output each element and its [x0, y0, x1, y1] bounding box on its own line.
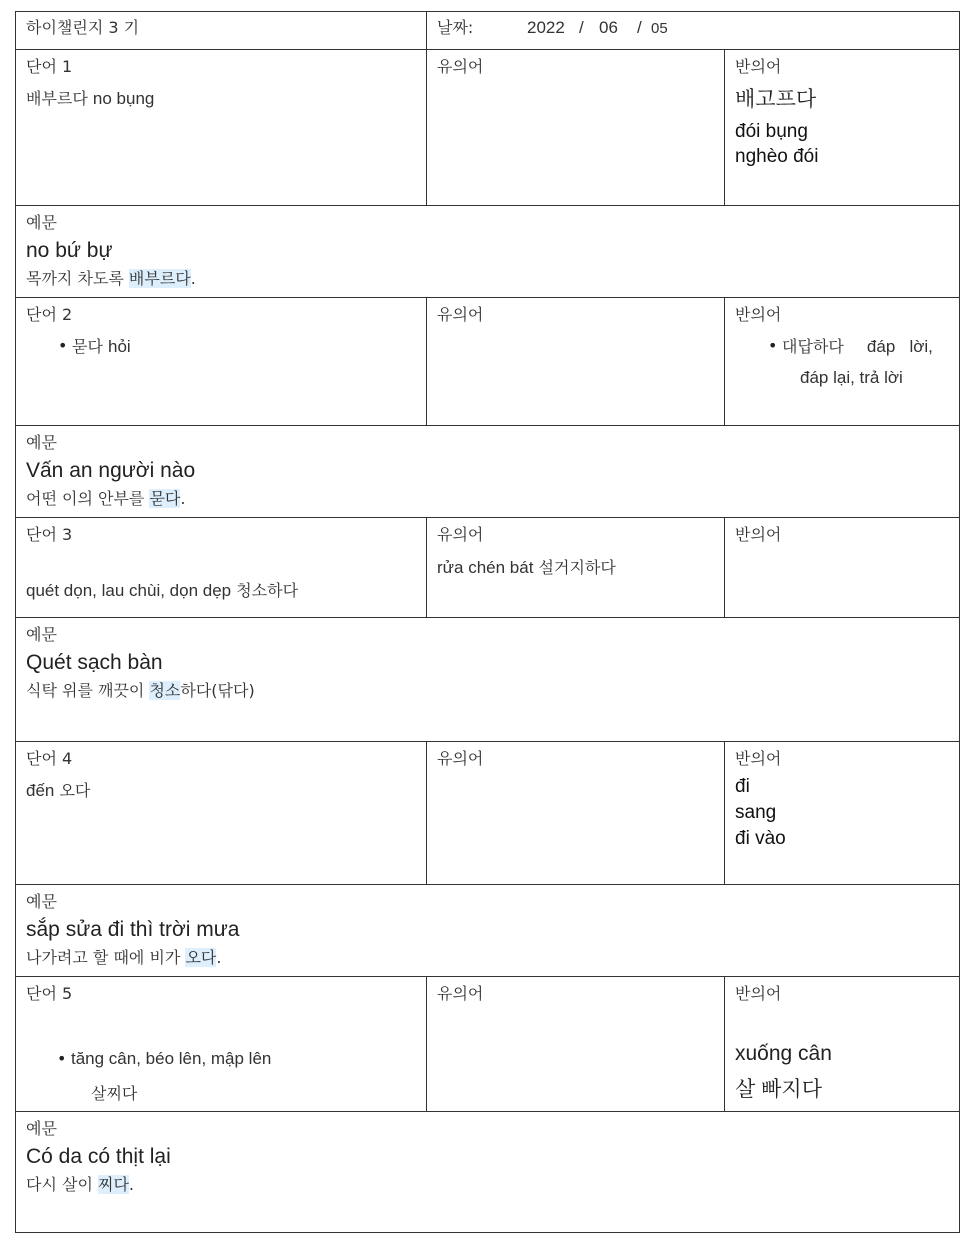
synonym-label: 유의어: [437, 984, 484, 1003]
word-vietnamese: hỏi: [108, 337, 131, 356]
antonym-label: 반의어: [735, 525, 782, 544]
example-row-5: [16, 1111, 959, 1233]
antonym-cell: [724, 518, 959, 617]
example-row-1: [16, 205, 959, 297]
highlighted-word: 찌다: [98, 1175, 129, 1194]
antonym-korean: 살 빠지다: [735, 1078, 822, 1101]
worksheet-title: 하이챌린지 3 기: [26, 18, 140, 37]
synonym-label: 유의어: [437, 57, 484, 76]
date-month: 06: [599, 18, 618, 37]
example-vietnamese: Vấn an người nào: [26, 459, 196, 482]
example-korean: [26, 268, 949, 290]
word-entry: [72, 336, 131, 358]
example-label: 예문: [26, 213, 57, 232]
synonym-cell: [426, 742, 724, 884]
synonym-entry: [437, 557, 714, 579]
antonym-cell: [724, 50, 959, 205]
synonym-cell: [426, 50, 724, 205]
synonym-label: 유의어: [437, 305, 484, 324]
example-cell: [16, 885, 959, 976]
word-cell: [16, 298, 426, 425]
date-label: 날짜:: [437, 18, 474, 37]
synonym-cell: [426, 977, 724, 1111]
antonym-vietnamese: xuống cân: [735, 1042, 832, 1065]
highlighted-word: 오다: [185, 948, 217, 967]
antonym-label: 반의어: [735, 57, 782, 76]
word-korean: 배부르다: [26, 89, 88, 108]
word-label: 단어 1: [26, 57, 73, 76]
antonym-label: 반의어: [735, 305, 782, 324]
date-day: 05: [651, 20, 668, 37]
word-label: 단어 2: [26, 305, 73, 324]
synonym-cell: [426, 518, 724, 617]
highlighted-word: 청소: [149, 681, 181, 700]
example-vietnamese: Có da có thịt lại: [26, 1145, 171, 1168]
antonym-vietnamese: đáp lại, trả lời: [800, 368, 903, 387]
header-title-cell: [16, 12, 426, 49]
word-vietnamese: no bụng: [92, 89, 155, 108]
example-vietnamese: Quét sạch bàn: [26, 651, 163, 674]
word-vietnamese: quét dọn, lau chùi, dọn dẹp: [26, 581, 232, 600]
word-vietnamese: tăng cân, béo lên, mập lên: [71, 1049, 272, 1068]
vocabulary-worksheet: [15, 11, 960, 1233]
example-text: 하다(닦다): [180, 681, 255, 700]
example-text: .: [190, 269, 196, 288]
word-row-1: [16, 49, 959, 205]
example-row-3: [16, 617, 959, 741]
word-entry: [26, 580, 298, 602]
word-row-2: [16, 297, 959, 425]
example-cell: [16, 1112, 959, 1233]
antonym-korean: 배고프다: [735, 88, 817, 111]
word-entry: [26, 88, 416, 110]
word-cell: [16, 518, 426, 617]
word-label: 단어 4: [26, 749, 73, 768]
synonym-label: 유의어: [437, 749, 484, 768]
example-text: 어떤 이의 안부를: [26, 489, 150, 508]
antonym-cell: [724, 977, 959, 1111]
word-korean: 묻다: [72, 337, 103, 356]
example-vietnamese: no bứ bự: [26, 239, 113, 262]
word-row-4: [16, 741, 959, 884]
antonym-cell: [724, 742, 959, 884]
antonym-vietnamese: đi: [735, 776, 750, 797]
example-row-2: [16, 425, 959, 517]
example-text: 식탁 위를 깨끗이: [26, 681, 150, 700]
example-korean: [26, 947, 949, 969]
date-year: 2022: [527, 18, 565, 37]
word-korean: 청소하다: [236, 581, 299, 600]
example-text: 다시 살이: [26, 1175, 98, 1194]
example-row-4: [16, 884, 959, 976]
synonym-cell: [426, 298, 724, 425]
word-row-3: [16, 517, 959, 617]
example-korean: [26, 1174, 949, 1196]
word-entry: [26, 780, 416, 802]
antonym-vietnamese: đói bụng: [735, 121, 808, 142]
synonym-korean: 설거지하다: [538, 558, 616, 577]
word-korean: 오다: [59, 781, 91, 800]
antonym-vietnamese: đáp lời,: [866, 337, 933, 356]
synonym-label: 유의어: [437, 525, 484, 544]
antonym-cell: [724, 298, 959, 425]
example-text: 나가려고 할 때에 비가: [26, 948, 186, 967]
example-text: .: [216, 948, 222, 967]
example-cell: [16, 206, 959, 297]
header-date-cell: [426, 12, 959, 49]
example-text: .: [128, 1175, 135, 1194]
synonym-vietnamese: rửa chén bát: [437, 558, 534, 577]
example-label: 예문: [26, 892, 57, 911]
example-label: 예문: [26, 1119, 57, 1138]
antonym-label: 반의어: [735, 749, 782, 768]
example-korean: [26, 488, 949, 510]
highlighted-word: 배부르다: [128, 269, 191, 288]
example-vietnamese: sắp sửa đi thì trời mưa: [26, 918, 240, 941]
example-label: 예문: [26, 433, 57, 452]
example-korean: [26, 680, 949, 702]
example-label: 예문: [26, 625, 57, 644]
date-separator: /: [579, 18, 584, 37]
word-label: 단어 5: [26, 984, 73, 1003]
word-label: 단어 3: [26, 525, 73, 544]
word-row-5: [16, 976, 959, 1111]
highlighted-word: 묻다: [149, 489, 181, 508]
antonym-vietnamese: sang: [735, 802, 777, 823]
word-cell: [16, 50, 426, 205]
word-cell: [16, 977, 426, 1111]
header-row: [16, 12, 959, 49]
date-separator: /: [637, 18, 642, 37]
example-text: .: [180, 489, 186, 508]
antonym-vietnamese: đi vào: [735, 828, 786, 849]
antonym-vietnamese: nghèo đói: [735, 146, 819, 167]
example-cell: [16, 618, 959, 741]
example-cell: [16, 426, 959, 517]
example-text: 목까지 차도록: [26, 269, 129, 288]
antonym-entry: [782, 336, 933, 358]
word-vietnamese: đến: [26, 781, 55, 800]
word-entry: [71, 1049, 271, 1069]
word-korean: 살찌다: [91, 1084, 138, 1103]
antonym-label: 반의어: [735, 984, 782, 1003]
antonym-korean: 대답하다: [782, 337, 844, 356]
word-cell: [16, 742, 426, 884]
